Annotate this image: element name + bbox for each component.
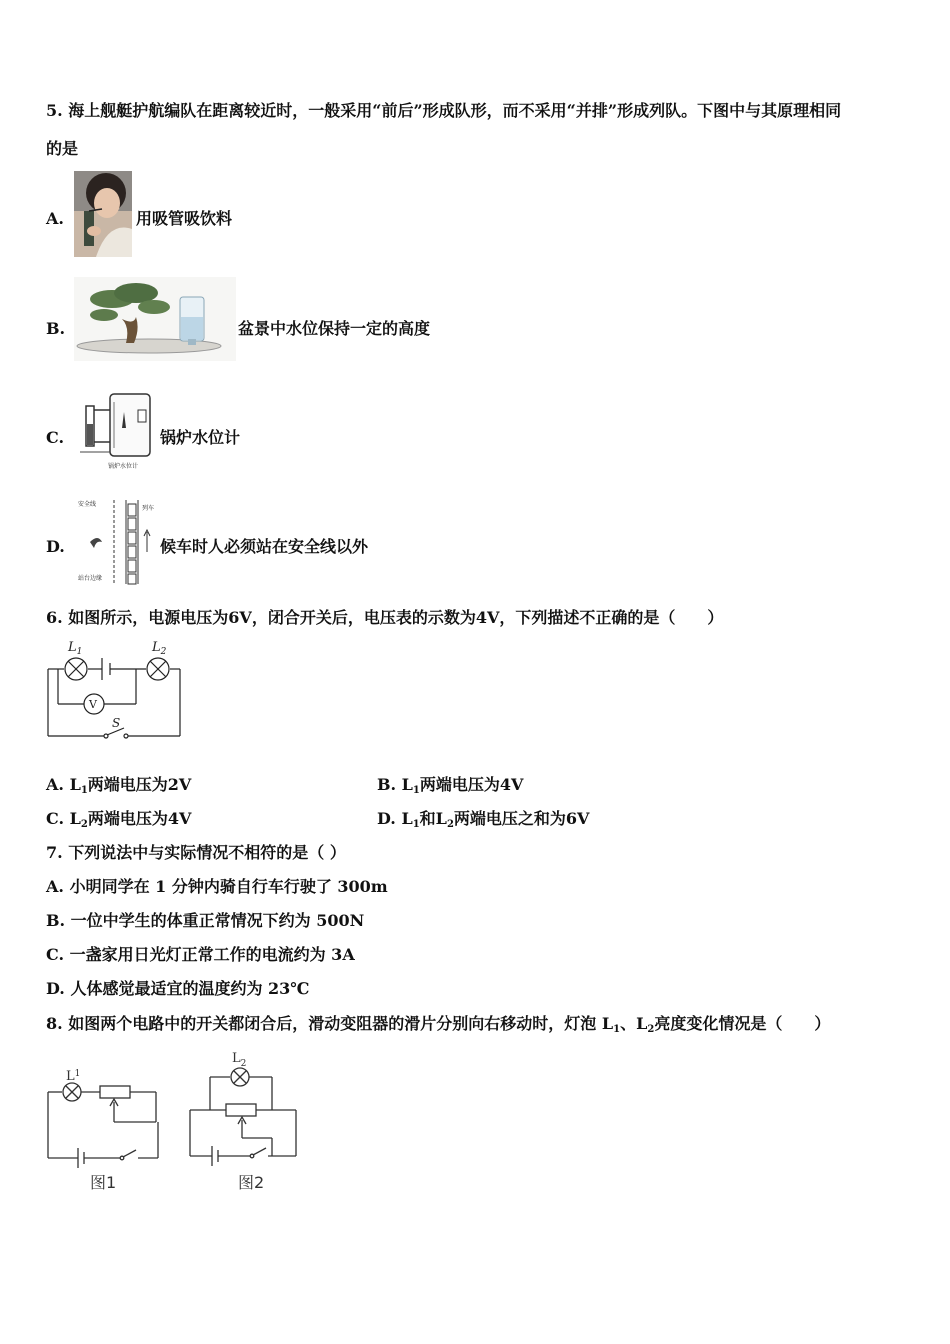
- q8-fig2-caption: 图2: [238, 1173, 265, 1192]
- q5-option-b-text: 盆景中水位保持一定的高度: [238, 319, 431, 338]
- svg-text:L2: $L_2$: [232, 1051, 247, 1069]
- q5-option-a-letter: A.: [46, 209, 64, 228]
- svg-text:L2: $L_2$: [152, 640, 167, 657]
- q7-option-b: B. 一位中学生的体重正常情况下约为 500N: [46, 911, 365, 930]
- q7-option-d: D. 人体感觉最适宜的温度约为 23℃: [46, 979, 310, 998]
- q8-figure2-circuit: [186, 1048, 302, 1196]
- boiler-caption: 锅炉水位计: [108, 463, 139, 470]
- q5-option-d-text: 候车时人必须站在安全线以外: [160, 537, 369, 556]
- q5-option-c-text: 锅炉水位计: [160, 428, 241, 447]
- switch-label: S: [112, 716, 121, 730]
- q5-stem-line2: 的是: [46, 139, 79, 158]
- q6-circuit-diagram: [44, 636, 184, 742]
- voltmeter-label: V: [89, 698, 97, 711]
- bonsai-bottle-photo: [74, 277, 236, 361]
- train-platform-diagram: [74, 496, 158, 588]
- svg-text:L1: $L_1$: [68, 640, 83, 657]
- q8-stem: 8. 如图两个电路中的开关都闭合后，滑动变阻器的滑片分别向右移动时，灯泡 $L_1$、$L_2$亮度变化情况是（ ）: [46, 1014, 831, 1035]
- safety-line-label: 安全线: [78, 501, 97, 508]
- q7-stem: 7. 下列说法中与实际情况不相符的是（ ）: [46, 843, 346, 862]
- q6-option-b: B. $L_1$两端电压为4V: [377, 775, 524, 796]
- svg-text:L1: $L^1$: [66, 1069, 81, 1084]
- q8-fig2-lamp-label: L: [232, 1051, 241, 1066]
- boiler-water-gauge-diagram: [74, 388, 158, 472]
- q5-option-d-letter: D.: [46, 537, 65, 556]
- q5-stem-line1: 5. 海上舰艇护航编队在距离较近时，一般采用“前后”形成队形，而不采用“并排”形成列队。下图中与其原理相同: [46, 101, 842, 120]
- train-label: 列车: [142, 505, 155, 512]
- platform-edge-label: 站台边缘: [78, 575, 103, 582]
- q6-l1-label: L: [68, 640, 77, 655]
- q6-stem: 6. 如图所示，电源电压为6V，闭合开关后，电压表的示数为4V，下列描述不正确的是（ ）: [46, 608, 724, 627]
- person-drinking-straw-photo: [74, 171, 132, 257]
- q6-option-d: D. $L_1$和$L_2$两端电压之和为6V: [377, 809, 590, 830]
- q8-fig1-caption: 图1: [90, 1173, 117, 1192]
- q5-option-c-letter: C.: [46, 428, 65, 447]
- q5-option-b-letter: B.: [46, 319, 66, 338]
- q6-l2-label: L: [152, 640, 161, 655]
- q5-option-a-text: 用吸管吸饮料: [136, 209, 233, 228]
- q8-fig1-lamp-label: L: [66, 1069, 75, 1084]
- q7-option-a: A. 小明同学在 1 分钟内骑自行车行驶了 300m: [46, 877, 388, 896]
- q6-option-a: A. $L_1$两端电压为2V: [46, 775, 192, 796]
- q6-option-c: C. $L_2$两端电压为4V: [46, 809, 192, 830]
- q8-figure1-circuit: [44, 1060, 170, 1196]
- q7-option-c: C. 一盏家用日光灯正常工作的电流约为 3A: [46, 945, 355, 964]
